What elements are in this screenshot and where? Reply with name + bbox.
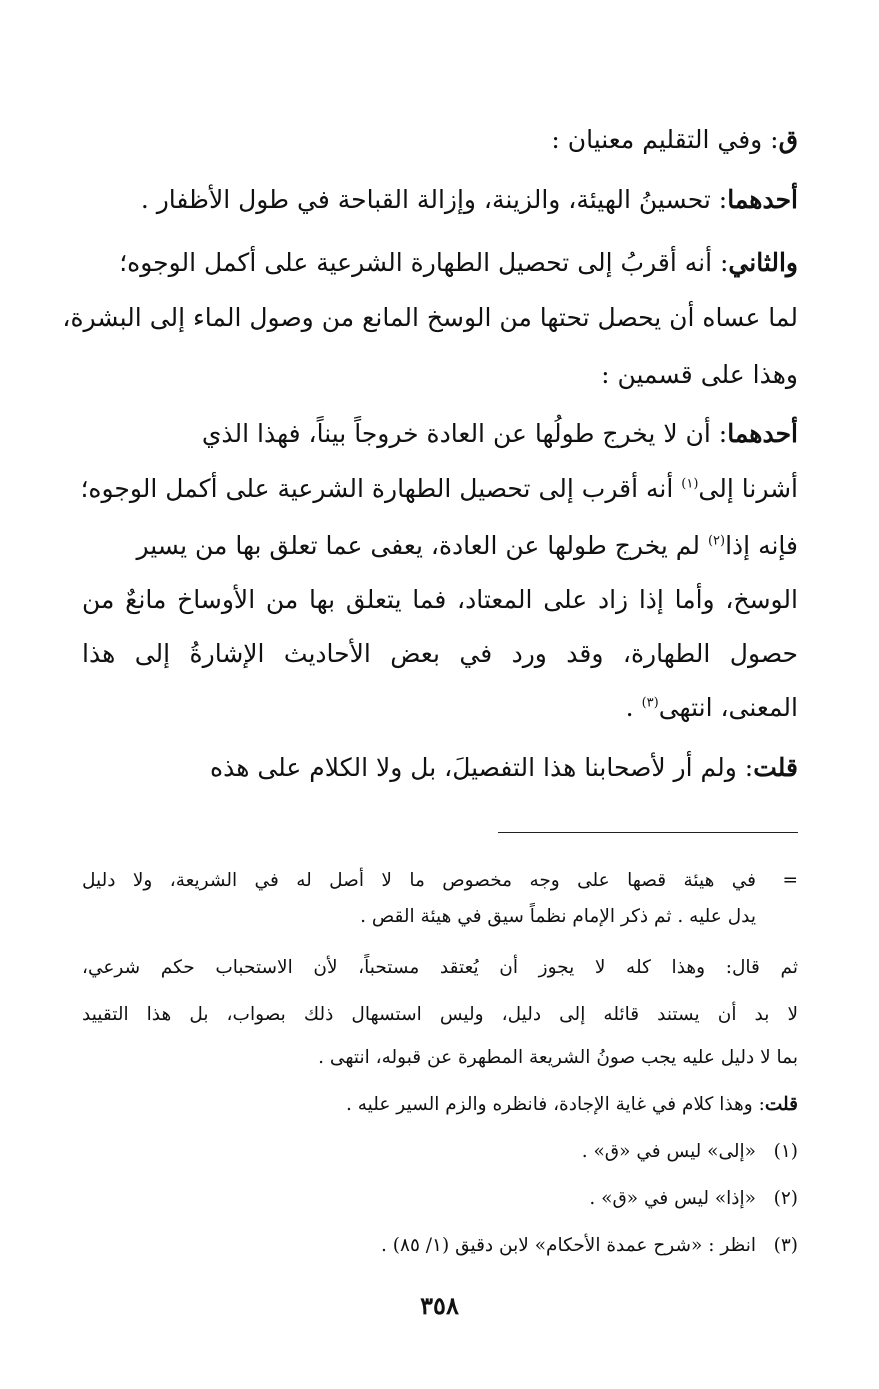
- body-line-7-text-b: أنه أقرب إلى تحصيل الطهارة الشرعية على أكمل الوجوه؛: [80, 474, 682, 503]
- footnote-1-marker: (١): [773, 1141, 798, 1162]
- footnote-2-marker: (٢): [773, 1188, 798, 1209]
- body-line-8-text-b: لم يخرج طولها عن العادة، يعفى عما تعلق بها من يسير: [136, 531, 708, 560]
- footnote-continued-line-4: لا بد أن يستند قائله إلى دليل، وليس استسهال ذلك بصواب، بل هذا التقييد: [82, 1004, 798, 1025]
- body-line-12: [82, 748, 798, 788]
- footnote-continued-line-6-text: : وهذا كلام في غاية الإجادة، فانظره والزم السير عليه .: [345, 1094, 765, 1115]
- body-line-3-lead: والثاني: [728, 248, 798, 277]
- body-line-9: [82, 580, 798, 620]
- footnote-ref-1[interactable]: (١): [681, 476, 699, 492]
- body-line-6: [82, 414, 798, 454]
- body-line-3-text: : أنه أقربُ إلى تحصيل الطهارة الشرعية على أكمل الوجوه؛: [119, 248, 729, 277]
- footnote-continued-line-1: في هيئة قصها على وجه مخصوص ما لا أصل له في الشريعة، ولا دليل: [82, 870, 756, 891]
- body-line-1-lead: ق: [778, 125, 798, 154]
- footnote-1-text: «إلى» ليس في «ق» .: [581, 1141, 756, 1162]
- body-line-5: [82, 355, 798, 395]
- body-line-3: [82, 243, 798, 283]
- footnote-continued-line-3: ثم قال: وهذا كله لا يجوز أن يُعتقد مستحباً، لأن الاستحباب حكم شرعي،: [82, 957, 798, 978]
- body-line-9-text: الوسخ، وأما إذا زاد على المعتاد، فما يتعلق بها من الأوساخ مانعٌ من: [82, 585, 798, 614]
- body-line-8: [82, 526, 798, 566]
- body-line-7-text-a: أشرنا إلى: [698, 474, 798, 503]
- body-line-10: [82, 634, 798, 674]
- body-line-2-lead: أحدهما: [727, 185, 798, 214]
- footnote-2-text: «إذا» ليس في «ق» .: [589, 1188, 756, 1209]
- body-line-6-lead: أحدهما: [727, 419, 798, 448]
- body-line-4: [62, 298, 798, 338]
- body-line-11: [82, 688, 798, 728]
- footnote-ref-2[interactable]: (٢): [707, 533, 726, 549]
- body-line-1-text: : وفي التقليم معنيان :: [551, 125, 779, 154]
- body-line-12-lead: قلت: [753, 753, 798, 782]
- body-line-1: [82, 120, 798, 160]
- footnote-continued-line-6: [82, 1090, 798, 1120]
- footnote-separator: [498, 832, 798, 833]
- footnote-3-marker: (٣): [773, 1235, 798, 1256]
- footnote-continuation-mark: =: [782, 870, 798, 891]
- footnote-continued-line-6-lead: قلت: [764, 1094, 798, 1115]
- body-line-11-text-b: .: [625, 693, 642, 722]
- body-line-2-text: : تحسينُ الهيئة، والزينة، وإزالة القباحة في طول الأظفار .: [140, 185, 728, 214]
- footnote-ref-3[interactable]: (٣): [641, 695, 659, 711]
- body-line-4-text: لما عساه أن يحصل تحتها من الوسخ المانع من وصول الماء إلى البشرة،: [62, 303, 798, 332]
- body-line-8-text-a: فإنه إذا: [725, 531, 798, 560]
- footnote-continued-line-2: يدل عليه . ثم ذكر الإمام نظماً سيق في هيئة القص .: [360, 906, 756, 927]
- body-line-11-text-a: المعنى، انتهى: [658, 693, 798, 722]
- body-line-6-text: : أن لا يخرج طولُها عن العادة خروجاً بيناً، فهذا الذي: [201, 419, 728, 448]
- body-line-12-text: : ولم أر لأصحابنا هذا التفصيلَ، بل ولا الكلام على هذه: [209, 753, 754, 782]
- body-line-2: [82, 180, 798, 220]
- body-line-7: [82, 469, 798, 509]
- body-line-5-text: وهذا على قسمين :: [601, 360, 798, 389]
- body-line-10-text: حصول الطهارة، وقد ورد في بعض الأحاديث الإشارةُ إلى هذا: [82, 639, 798, 668]
- page-number: ٣٥٨: [420, 1291, 459, 1320]
- footnote-continued-line-5: بما لا دليل عليه يجب صونُ الشريعة المطهرة عن قبوله، انتهى .: [318, 1047, 798, 1068]
- footnote-3-text: انظر : «شرح عمدة الأحكام» لابن دقيق (١/ ٨٥) .: [381, 1235, 756, 1256]
